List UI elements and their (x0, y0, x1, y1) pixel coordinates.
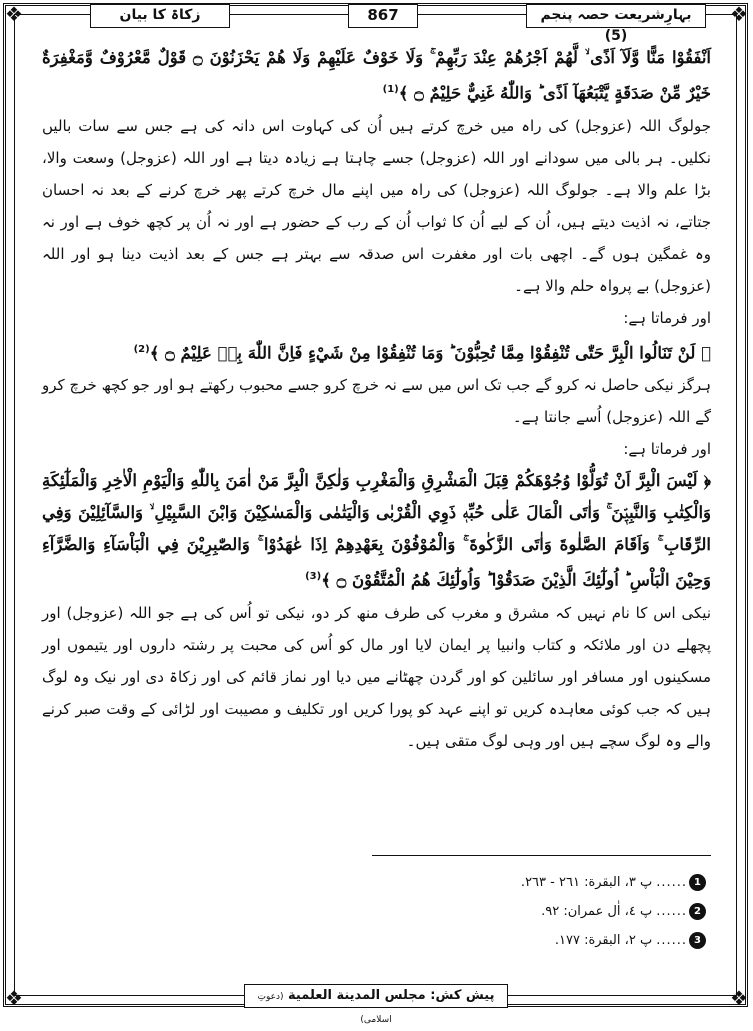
page-number: 867 (348, 4, 418, 28)
publisher-footer (244, 984, 508, 1025)
corner-ornament-icon: ❖ (730, 986, 748, 1010)
footnote-ref-2[interactable]: (2) (133, 343, 150, 355)
page-body (42, 42, 711, 757)
footnote-item (372, 926, 706, 955)
footer-prefix: پیش کش: (430, 988, 495, 1003)
footnote-text: پ ٢، البقرة: ١٧٧. (554, 933, 653, 948)
footnote-item (372, 897, 706, 926)
footnote-divider (372, 855, 711, 856)
footnotes-list (372, 868, 706, 955)
footnote-leader: ...... (656, 875, 687, 890)
footnote-number-badge: 1 (689, 874, 706, 891)
corner-ornament-icon: ❖ (5, 2, 23, 26)
footnote-number-badge: 3 (689, 932, 706, 949)
footnote-text: پ ٣، البقرة: ٢٦١ - ٢٦٣. (520, 875, 653, 890)
corner-ornament-icon: ❖ (730, 2, 748, 26)
quran-verse-1: اَنْفَقُوْا مَنًّا وَّلَآ اَذًى ۙ لَّهُمْ اَجْرُهُمْ عِنْدَ رَبِّهِمْ ۚ وَلَا خَوْفٌ عَلَيْهِمْ وَلَا هُمْ يَحْزَنُوْنَ ۝ قَوْلٌ مَّعْرُوْفٌ وَّمَغْفِرَةٌ خَيْرٌ مِّنْ صَدَقَةٍ يَّتْبَعُهَآ اَذًى ؕ وَاللّٰهُ غَنِيٌّ حَلِيْمٌ ۝ ﴾$^{(1)}$ (42, 48, 712, 103)
translation-paragraph-2: ہرگز نیکی حاصل نہ کرو گے جب تک اس میں سے نہ خرچ کرو جسے محبوب رکھتے ہو اور جو کچھ خرچ کرو گے اللہ (عزوجل) اُسے جانتا ہے۔ (42, 376, 711, 426)
intro-line-2: اور فرماتا ہے: (623, 440, 711, 458)
footnote-item (372, 868, 706, 897)
footnote-leader: ...... (656, 904, 687, 919)
quran-verse-2: ﴿ لَنْ تَنَالُوا الْبِرَّ حَتّٰى تُنْفِقُوْا مِمَّا تُحِبُّوْنَ ؕ وَمَا تُنْفِقُوْا مِنْ شَيْءٍ فَاِنَّ اللّٰهَ بِهٖ عَلِيْمٌ ۝ ﴾$^{(2)}$ (133, 343, 711, 362)
page-header (30, 4, 723, 44)
publisher-org: (دعوتِ اسلامی) (257, 992, 392, 1025)
footnote-ref-3[interactable]: (3) (305, 571, 322, 582)
publisher-name: مجلس المدينة العلمية (288, 988, 426, 1003)
book-title: بہارِشریعت حصہ پنجم (5) (526, 4, 706, 28)
footnote-text: پ ٤، اٰل عمران: ٩٢. (541, 904, 653, 919)
translation-paragraph-1: جولوگ اللہ (عزوجل) کی راہ میں خرچ کرتے ہیں اُن کی کہاوت اس دانہ کی ہے جس سے سات بالیں نکلیں۔ ہر بالی میں سودانے اور اللہ (عزوجل) جسے چاہتا ہے زیادہ دیتا ہے اور اللہ (عزوجل) وسعت والا، بڑا علم والا ہے۔ جولوگ اللہ (عزوجل) کی راہ میں اپنے مال خرچ کرتے پھر خرچ کرنے کے بعد نہ احسان جتاتے، نہ اذیت دیتے ہیں، اُن کے لیے اُن کا ثواب اُن کے رب کے حضور ہے اور نہ اُن پر کچھ خوف ہے اور نہ وہ غمگین ہوں گے۔ اچھی بات اور مغفرت اس صدقہ سے بہتر ہے جس کے بعد اذیت دینا ہو اور اللہ (عزوجل) بے پرواہ حلم والا ہے۔ (42, 116, 711, 295)
chapter-title: زکاۃ کا بیان (90, 4, 230, 28)
quran-verse-3: ﴿ لَيْسَ الْبِرَّ اَنْ تُوَلُّوْا وُجُوْهَكُمْ قِبَلَ الْمَشْرِقِ وَالْمَغْرِبِ وَلٰكِنَّ الْبِرَّ مَنْ اٰمَنَ بِاللّٰهِ وَالْيَوْمِ الْاٰخِرِ وَالْمَلٰٓئِكَةِ وَالْكِتٰبِ وَالنَّبِيّٖنَ ۚ وَاٰتَى الْمَالَ عَلٰى حُبِّهٖ ذَوِي الْقُرْبٰى وَالْيَتٰمٰى وَالْمَسٰكِيْنَ وَابْنَ السَّبِيْلِ ۙ وَالسَّآئِلِيْنَ وَفِي الرِّقَابِ ۚ وَاَقَامَ الصَّلٰوةَ وَاٰتَى الزَّكٰوةَ ۚ وَالْمُوْفُوْنَ بِعَهْدِهِمْ اِذَا عٰهَدُوْا ۚ وَالصّٰبِرِيْنَ فِي الْبَاْسَآءِ وَالضَّرَّآءِ وَحِيْنَ الْبَاْسِ ؕ اُولٰٓئِكَ الَّذِيْنَ صَدَقُوْا ؕ وَاُولٰٓئِكَ هُمُ الْمُتَّقُوْنَ ۝ ﴾$^{(3)}$ (42, 471, 711, 590)
corner-ornament-icon: ❖ (5, 986, 23, 1010)
footnote-ref-1[interactable]: (1) (382, 84, 399, 95)
footnote-number-badge: 2 (689, 903, 706, 920)
intro-line-1: اور فرماتا ہے: (623, 308, 711, 327)
footnote-leader: ...... (656, 933, 687, 948)
translation-paragraph-3: نیکی اس کا نام نہیں کہ مشرق و مغرب کی طرف منھ کر دو، نیکی تو اُس کی ہے جو اللہ (عزوجل) اور پچھلے دن اور ملائکہ و کتاب وانبیا پر ایمان لایا اور مال کو اُس کی محبت پر رشتہ داروں اور یتیموں اور مسکینوں اور مسافر اور سائلین کو اور گردن چھٹانے میں دیا اور نماز قائم کی اور زکاۃ دی اور نیک وہ لوگ ہیں کہ جب کوئی معاہدہ کریں تو اپنے عہد کو پورا کریں اور تکلیف و مصیبت اور لڑائی کے وقت صبر کرنے والے وہ لوگ سچے ہیں اور وہی لوگ متقی ہیں۔ (42, 603, 711, 750)
